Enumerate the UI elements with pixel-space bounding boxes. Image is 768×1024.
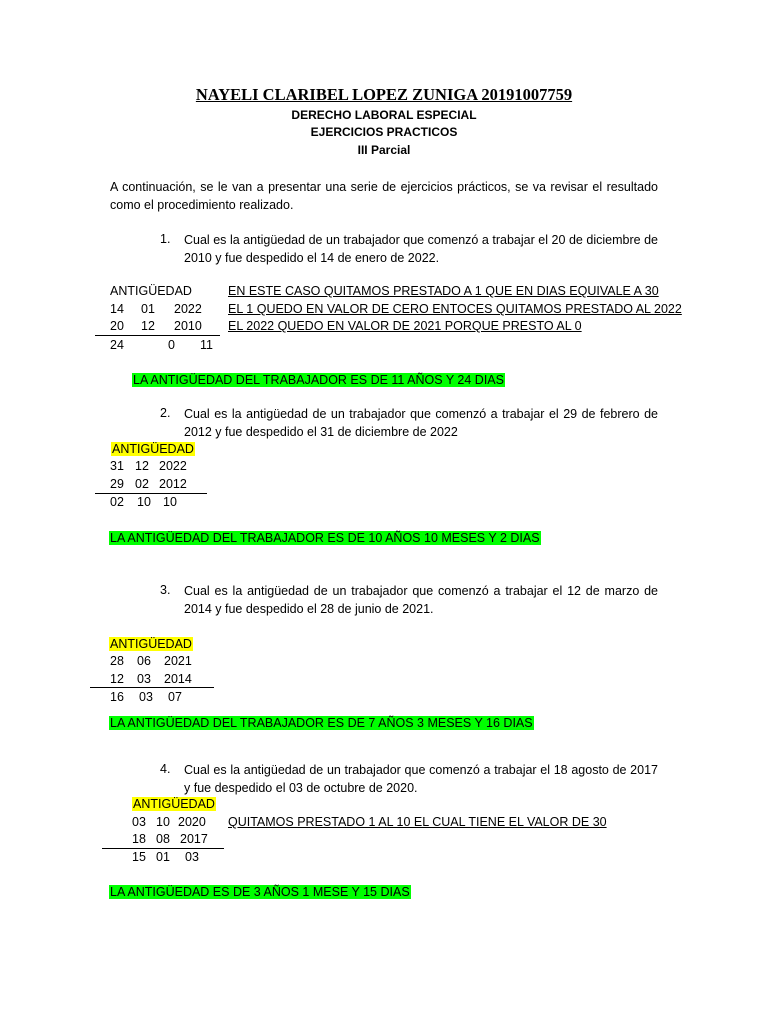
exercise-1-question: Cual es la antigüedad de un trabajador que comenzó a trabajar el 20 de diciembre de 2010 y fue despedido el 14 de enero de 2022. — [184, 233, 658, 265]
exercise-1-note-1: EN ESTE CASO QUITAMOS PRESTADO A 1 QUE EN DIAS EQUIVALE A 30 — [228, 284, 659, 298]
exercise-4-question: Cual es la antigüedad de un trabajador que comenzó a trabajar el 18 agosto de 2017 y fue despedido el 03 de octubre de 2020. — [184, 763, 658, 795]
exercise-3-result: LA ANTIGÜEDAD DEL TRABAJADOR ES DE 7 AÑOS 3 MESES Y 16 DIAS — [110, 716, 533, 730]
ex2-row2-day: 29 — [110, 477, 124, 491]
ex3-row3-year: 07 — [168, 690, 182, 704]
ex3-row3-month: 03 — [139, 690, 153, 704]
exercise-4-note: QUITAMOS PRESTADO 1 AL 10 EL CUAL TIENE EL VALOR DE 30 — [228, 815, 607, 829]
ex4-row1-year: 2020 — [178, 815, 206, 829]
exercise-1-note-3: EL 2022 QUEDO EN VALOR DE 2021 PORQUE PRESTO AL 0 — [228, 319, 582, 333]
ex2-row1-day: 31 — [110, 459, 124, 473]
ex2-row3-year: 10 — [163, 495, 177, 509]
ex4-row2-month: 08 — [156, 832, 170, 846]
subtitle-course: DERECHO LABORAL ESPECIAL — [291, 108, 477, 122]
ex4-row2-year: 2017 — [180, 832, 208, 846]
exercise-2-number: 2. — [160, 406, 171, 420]
ex2-row3-day: 02 — [110, 495, 124, 509]
exercise-2-label: ANTIGÜEDAD — [112, 442, 194, 456]
exercise-3-label: ANTIGÜEDAD — [110, 637, 192, 651]
ex1-row2-day: 20 — [110, 319, 124, 333]
ex1-row1-day: 14 — [110, 302, 124, 316]
exercise-4-result: LA ANTIGÜEDAD ES DE 3 AÑOS 1 MESE Y 15 DIAS — [110, 885, 410, 899]
exercise-2-question: Cual es la antigüedad de un trabajador que comenzó a trabajar el 29 de febrero de 2012 y fue despedido el 31 de diciembre de 2022 — [184, 407, 658, 439]
ex1-row1-month: 01 — [141, 302, 155, 316]
exercise-4-label: ANTIGÜEDAD — [133, 797, 215, 811]
exercise-3-number: 3. — [160, 583, 171, 597]
ex3-row1-day: 28 — [110, 654, 124, 668]
ex3-row1-year: 2021 — [164, 654, 192, 668]
exercise-3-question: Cual es la antigüedad de un trabajador que comenzó a trabajar el 12 de marzo de 2014 y fue despedido el 28 de junio de 2021. — [184, 584, 658, 616]
ex1-row2-year: 2010 — [174, 319, 202, 333]
ex4-row3-year: 03 — [185, 850, 199, 864]
ex2-row1-month: 12 — [135, 459, 149, 473]
ex1-subtraction-line — [95, 335, 220, 336]
ex1-row3-year: 11 — [200, 338, 213, 352]
intro-paragraph: A continuación, se le van a presentar una serie de ejercicios prácticos, se va revisar el resultado como el procedimiento realizado. — [110, 180, 658, 212]
ex2-row1-year: 2022 — [159, 459, 187, 473]
exercise-1-note-2: EL 1 QUEDO EN VALOR DE CERO ENTOCES QUITAMOS PRESTADO AL 2022 — [228, 302, 682, 316]
ex1-row3-month: 0 — [168, 338, 175, 352]
ex3-subtraction-line — [90, 687, 214, 688]
ex2-row3-month: 10 — [137, 495, 151, 509]
ex1-row1-year: 2022 — [174, 302, 202, 316]
ex3-row3-day: 16 — [110, 690, 124, 704]
ex1-row2-month: 12 — [141, 319, 155, 333]
ex3-row1-month: 06 — [137, 654, 151, 668]
ex4-row1-month: 10 — [156, 815, 170, 829]
exercise-4-number: 4. — [160, 762, 171, 776]
ex2-row2-month: 02 — [135, 477, 149, 491]
ex4-row1-day: 03 — [132, 815, 146, 829]
ex3-row2-day: 12 — [110, 672, 124, 686]
ex1-row3-day: 24 — [110, 338, 124, 352]
ex2-row2-year: 2012 — [159, 477, 187, 491]
exercise-1-number: 1. — [160, 232, 171, 246]
subtitle-exercises: EJERCICIOS PRACTICOS — [310, 125, 458, 139]
ex3-row2-year: 2014 — [164, 672, 192, 686]
exercise-1-label: ANTIGÜEDAD — [110, 284, 192, 298]
ex4-row3-day: 15 — [132, 850, 146, 864]
subtitle-term: III Parcial — [357, 143, 411, 157]
document-title: NAYELI CLARIBEL LOPEZ ZUNIGA 20191007759 — [195, 85, 573, 104]
ex3-row2-month: 03 — [137, 672, 151, 686]
exercise-2-result: LA ANTIGÜEDAD DEL TRABAJADOR ES DE 10 AÑOS 10 MESES Y 2 DIAS — [110, 531, 540, 545]
ex4-row2-day: 18 — [132, 832, 146, 846]
exercise-1-result: LA ANTIGÜEDAD DEL TRABAJADOR ES DE 11 AÑOS Y 24 DIAS — [133, 373, 504, 387]
ex4-row3-month: 01 — [156, 850, 170, 864]
